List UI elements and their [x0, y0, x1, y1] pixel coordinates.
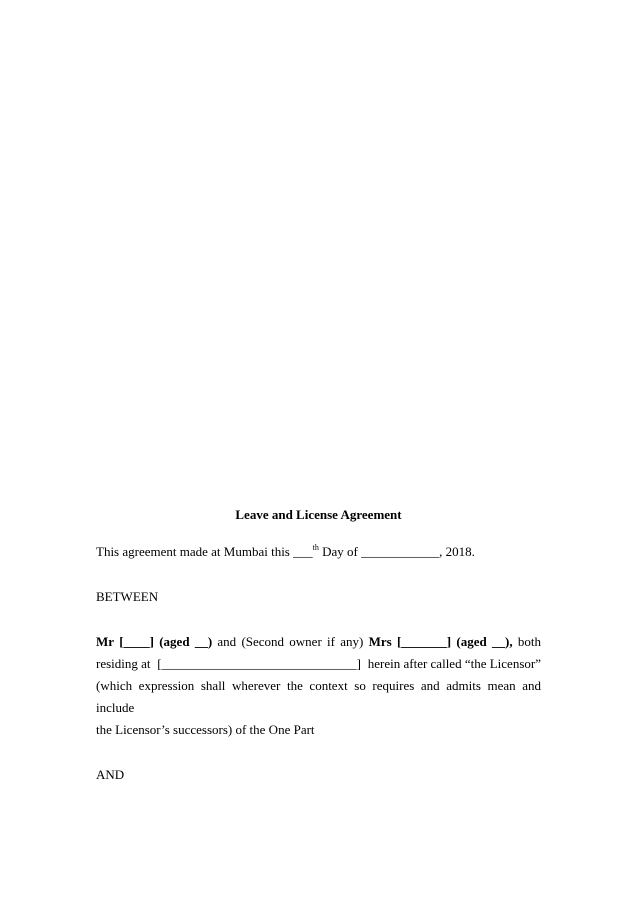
party-word: both	[517, 634, 541, 649]
party-word: __),	[491, 634, 513, 649]
intro-ordinal-suffix: th	[312, 543, 319, 552]
intro-suffix: Day of ____________, 2018.	[318, 544, 475, 559]
residence-label: residing at	[96, 656, 151, 671]
document-title: Leave and License Agreement	[235, 507, 402, 522]
intro-prefix: This agreement made at Mumbai this ___	[96, 544, 313, 559]
party-word: any)	[340, 634, 364, 649]
party-word: [____]	[119, 634, 154, 649]
parties-line-4: the Licensor’s successors) of the One Part	[96, 722, 315, 737]
party-word: (Second	[241, 634, 285, 649]
residence-blank: [______________________________]	[157, 656, 361, 671]
agreement-intro	[96, 541, 541, 563]
licensor-designation: herein after called “the Licensor”	[367, 656, 541, 671]
party-word: (aged	[456, 634, 487, 649]
and-separator: AND	[96, 767, 125, 782]
party-word: and	[217, 634, 237, 649]
between-heading: BETWEEN	[96, 589, 159, 604]
parties-line-3: (which expression shall wherever the context so requires and admits mean and include	[96, 678, 541, 715]
party-word: Mr	[96, 634, 115, 649]
party-word: __)	[194, 634, 213, 649]
party-word: [_______]	[396, 634, 452, 649]
party-word: owner	[289, 634, 322, 649]
parties-line-1	[96, 631, 541, 653]
document-body	[96, 504, 541, 786]
parties-line-2	[96, 653, 541, 675]
parties-paragraph	[96, 631, 541, 741]
party-word: if	[327, 634, 335, 649]
party-word: Mrs	[368, 634, 392, 649]
party-word: (aged	[159, 634, 190, 649]
